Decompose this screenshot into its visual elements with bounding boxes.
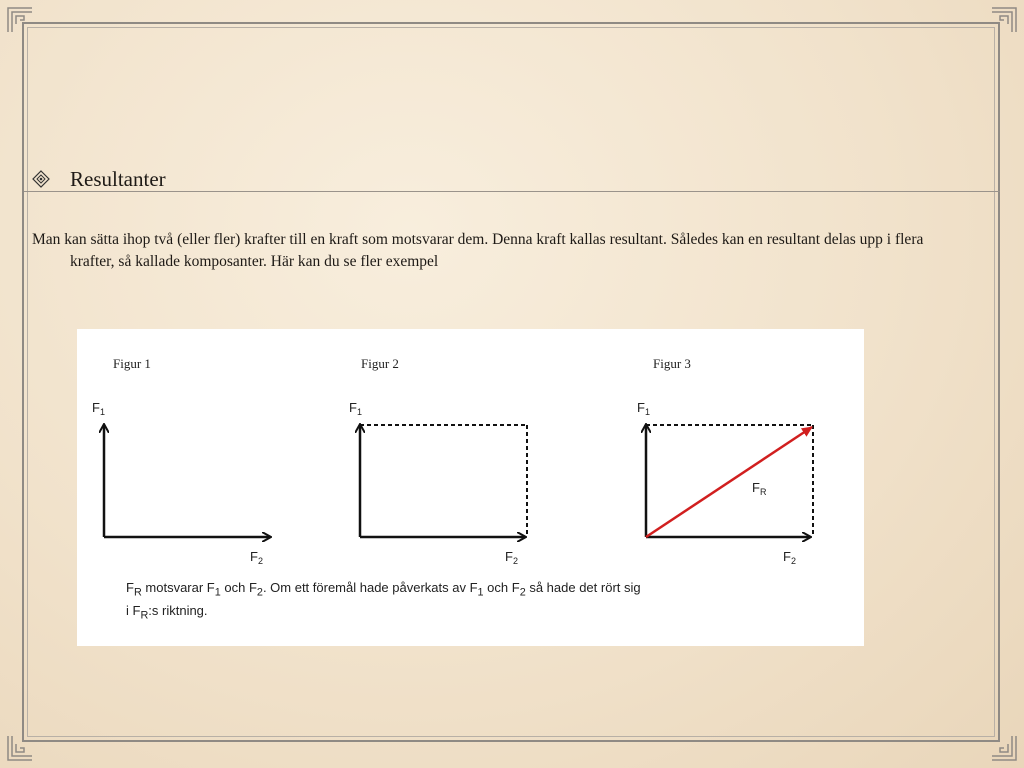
f2-label: $F_2$ (783, 549, 796, 566)
panel-title: Figur 3 (653, 356, 691, 371)
title-divider (24, 191, 1000, 192)
figure-panel-2 (349, 356, 527, 566)
corner-ornament-icon (990, 6, 1018, 34)
f2-label: $F_2$ (250, 549, 263, 566)
caption-line-1: $F_R$ motsvarar $F_1$ och $F_2$. Om ett föremål hade påverkats av $F_1$ och $F_2$ så hade det rört sig (126, 580, 641, 599)
figure-panel-3 (637, 356, 813, 566)
f1-label: $F_1$ (92, 400, 105, 417)
caption-line-2: i $F_R:s$ riktning. (126, 602, 208, 622)
f1-label: $F_1$ (349, 400, 362, 417)
f2-label: $F_2$ (505, 549, 518, 566)
corner-ornament-icon (6, 6, 34, 34)
corner-ornament-icon (6, 734, 34, 762)
corner-ornament-icon (990, 734, 1018, 762)
body-paragraph: Man kan sätta ihop två (eller fler) krafter till en kraft som motsvarar dem. Denna kraft kallas resultant. Således kan en resultant delas upp i flera krafter, så kallade komposanter. Här kan du se fler exempel (32, 231, 924, 270)
figure-caption (126, 579, 846, 624)
diamond-bullet-icon (32, 170, 50, 188)
force-diagram-figure (77, 329, 864, 646)
panel-title: Figur 2 (361, 356, 399, 371)
heading-row (26, 166, 1000, 194)
panel-title: Figur 1 (113, 356, 151, 371)
page-title: Resultanter (70, 167, 166, 191)
figure-panel-1 (92, 356, 270, 566)
fr-label: $F_R$ (752, 480, 767, 497)
resultant-vector (646, 427, 812, 537)
f1-label: $F_1$ (637, 400, 650, 417)
